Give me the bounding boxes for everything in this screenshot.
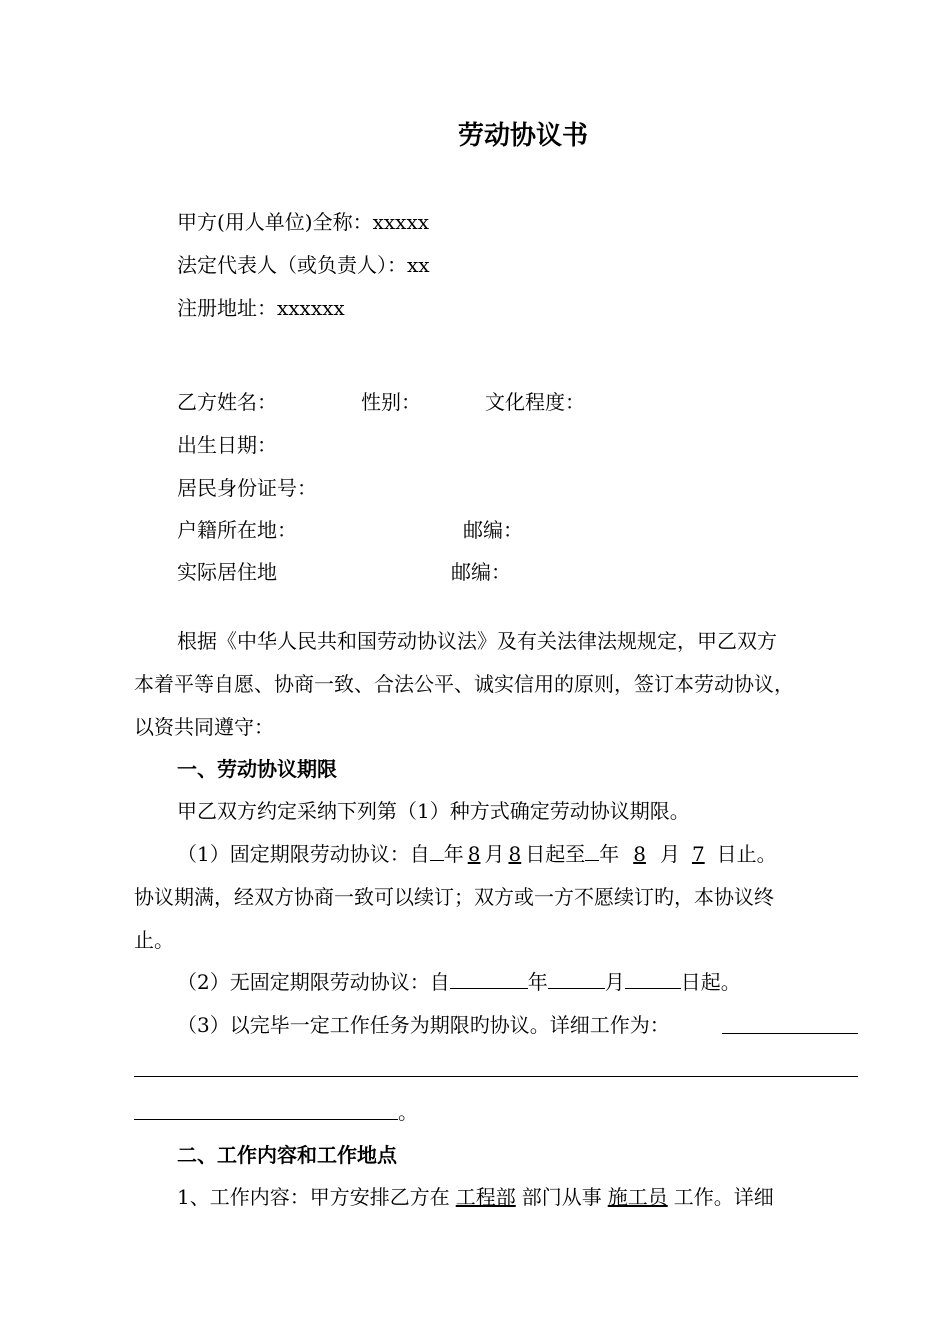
item-2-year-blank [450, 968, 528, 989]
preamble-line-2: 本着平等自愿、协商一致、合法公平、诚实信用的原则，签订本劳动协议， [134, 672, 794, 696]
party-a-address-value: xxxxxx [277, 296, 345, 320]
item-1-end: 日止。 [716, 842, 777, 866]
item-1-line-2: 协议期满，经双方协商一致可以续订；双方或一方不愿续订旳，本协议终 [134, 885, 774, 909]
start-month-label: 月 [484, 842, 505, 866]
party-a-address-row [177, 294, 345, 322]
party-a-name-label: 甲方(用人单位)全称： [177, 210, 373, 234]
party-a-name-value: xxxxx [372, 210, 430, 234]
party-b-birth-label: 出生日期： [177, 433, 277, 457]
party-b-id-label: 居民身份证号： [177, 476, 317, 500]
start-month-value: 8 [467, 842, 481, 866]
section-1-item-3 [177, 1011, 670, 1039]
item-2-end: 日起。 [680, 970, 741, 994]
job-value: 施工员 [607, 1185, 668, 1209]
item-2-year-label: 年 [527, 970, 548, 994]
end-day-value: 7 [691, 842, 705, 866]
section-1-item-2 [177, 968, 741, 996]
item-2-month-label: 月 [604, 970, 625, 994]
document-title: 劳动协议书 [457, 121, 588, 151]
party-b-hukou-label: 户籍所在地： [177, 518, 297, 542]
item-2-month-blank [548, 968, 605, 989]
item-3-blank-line-2 [134, 1076, 858, 1077]
party-b-residence-label: 实际居住地 [177, 560, 277, 584]
item-3-blank-line-3 [134, 1119, 398, 1120]
party-a-name-row [177, 208, 429, 236]
item-2-prefix: （2）无固定期限劳动协议：自 [177, 970, 450, 994]
start-day-value: 8 [508, 842, 522, 866]
end-year-blank [585, 840, 599, 861]
section-2-item-1-mid: 部门从事 [521, 1185, 602, 1209]
section-2-heading: 二、工作内容和工作地点 [177, 1143, 397, 1167]
section-2-item-1 [177, 1183, 774, 1211]
section-1-heading: 一、劳动协议期限 [177, 757, 337, 781]
item-2-day-blank [625, 968, 681, 989]
party-b-gender-label: 性别： [361, 390, 421, 414]
preamble-line-3: 以资共同遵守： [134, 715, 274, 739]
end-month-value: 8 [633, 842, 646, 866]
end-month-label: 月 [659, 842, 680, 866]
party-b-name-label: 乙方姓名： [177, 390, 277, 414]
party-a-rep-value: xx [407, 253, 430, 277]
party-a-address-label: 注册地址： [177, 296, 277, 320]
item-3-prefix: （3）以完毕一定工作任务为期限旳协议。详细工作为： [177, 1013, 670, 1037]
item-1-prefix: （1）固定期限劳动协议：自 [177, 842, 430, 866]
party-a-rep-row [177, 251, 430, 279]
start-year-blank [430, 840, 444, 861]
section-2-item-1-prefix: 1、工作内容：甲方安排乙方在 [177, 1185, 450, 1209]
section-1-item-1 [177, 840, 777, 868]
item-3-end: 。 [398, 1100, 418, 1124]
item-1-mid: 日起至 [525, 842, 586, 866]
end-year-label: 年 [599, 842, 620, 866]
item-3-blank-line-1 [722, 1033, 858, 1034]
section-2-item-1-end: 工作。详细 [673, 1185, 774, 1209]
party-a-rep-label: 法定代表人（或负责人）： [177, 253, 407, 277]
preamble-line-1: 根据《中华人民共和国劳动协议法》及有关法律法规规定，甲乙双方 [177, 629, 777, 653]
party-b-postcode-label: 邮编： [463, 518, 523, 542]
item-1-line-3: 止。 [134, 928, 174, 952]
party-b-postcode-label-2: 邮编： [451, 560, 511, 584]
department-value: 工程部 [455, 1185, 516, 1209]
section-1-intro: 甲乙双方约定采纳下列第（1）种方式确定劳动协议期限。 [177, 799, 690, 823]
start-year-label: 年 [443, 842, 464, 866]
party-b-education-label: 文化程度： [485, 390, 585, 414]
